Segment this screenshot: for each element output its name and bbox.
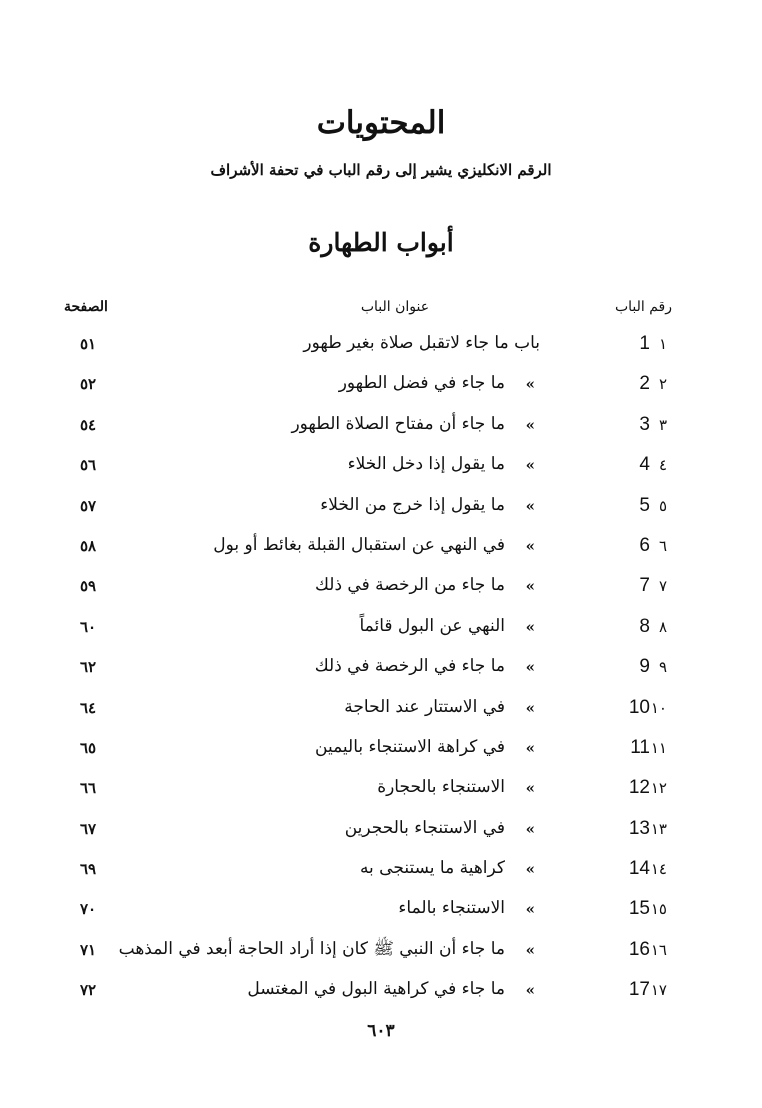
ditto-mark: « [525,698,535,717]
chapter-number-latin: 17 [628,979,650,1001]
chapter-title: في الاستنجاء بالحجرين [344,817,505,838]
chapter-title: كراهية ما يستنجى به [359,858,505,879]
ditto-mark: « [525,496,535,515]
page-number: ٦٤ [80,698,97,717]
chapter-number-arabic: ٣ [658,415,667,434]
chapter-number-latin: 9 [639,656,650,678]
header-chapter-title: عنوان الباب [360,299,430,315]
list-item [0,445,762,485]
ditto-mark: « [525,415,535,434]
page-title: المحتويات [316,105,446,141]
chapter-number-latin: 10 [628,696,650,718]
section-title: أبواب الطهارة [308,228,454,257]
ditto-mark: « [525,981,535,1000]
chapter-number-arabic: ١ [658,335,667,353]
ditto-mark: « [525,900,535,919]
list-item [0,566,762,606]
page-subtitle: الرقم الانكليزي يشير إلى رقم الباب في تحفة الأشراف [210,161,552,179]
page-number: ٦٧ [80,819,97,838]
chapter-number-latin: 12 [628,777,650,799]
page-number: ٥٩ [80,577,97,596]
list-item [0,930,762,970]
chapter-title: في النهي عن استقبال القبلة بغائط أو بول [213,534,505,555]
list-item [0,849,762,889]
page-number: ٥٦ [80,456,97,475]
chapter-title: ما جاء في الرخصة في ذلك [314,656,505,677]
chapter-number-arabic: ٧ [658,577,667,596]
chapter-number-arabic: ٢ [658,375,667,394]
chapter-title: في الاستتار عند الحاجة [344,696,505,717]
chapter-number-arabic: ٤ [658,456,667,475]
chapter-number-latin: 14 [628,858,650,880]
chapter-number-latin: 4 [639,454,650,476]
chapter-number-arabic: ١٢ [650,779,667,798]
page-number: ٥٧ [80,496,97,515]
list-item [0,607,762,647]
chapter-number-arabic: ٨ [658,617,667,636]
list-item [0,405,762,445]
chapter-number-latin: 5 [639,494,650,516]
chapter-title: الاستنجاء بالحجارة [377,777,505,798]
page-number: ٥٢ [80,375,97,394]
ditto-mark: « [525,456,535,475]
ditto-mark: « [525,779,535,798]
footer-page-number: ٦٠٣ [367,1021,395,1041]
page-number: ٥١ [80,335,97,353]
chapter-title: النهي عن البول قائماً [359,615,505,636]
chapter-number-latin: 15 [628,898,650,920]
page-number: ٦٦ [80,779,97,798]
page-number: ٧٢ [80,981,97,1000]
chapter-title: ما يقول إذا خرج من الخلاء [320,494,505,515]
page-number: ٦٥ [80,738,97,757]
ditto-mark: « [525,940,535,959]
chapter-number-latin: 6 [639,534,650,556]
list-item [0,809,762,849]
page-number: ٦٠ [80,617,97,636]
chapter-number-arabic: ٩ [658,658,667,677]
list-item [0,364,762,404]
list-item [0,688,762,728]
list-item [0,768,762,808]
ditto-mark: « [525,819,535,838]
ditto-mark: « [525,658,535,677]
page-number: ٧٠ [80,900,97,919]
chapter-title: ما جاء في فضل الطهور [338,373,505,394]
chapter-number-arabic: ١٣ [650,819,667,838]
chapter-number-arabic: ٦ [658,536,667,555]
chapter-title: ما جاء من الرخصة في ذلك [314,575,505,596]
chapter-number-arabic: ١٦ [650,940,667,959]
chapter-number-latin: 16 [628,938,650,960]
page-number: ٧١ [80,940,97,959]
list-item [0,647,762,687]
chapter-title: ما جاء في كراهية البول في المغتسل [247,979,505,1000]
list-item [0,486,762,526]
list-item [0,970,762,1010]
ditto-mark: « [525,738,535,757]
page-number: ٥٨ [80,536,97,555]
header-chapter-number: رقم الباب [614,299,672,315]
ditto-mark: « [525,577,535,596]
chapter-number-arabic: ١٥ [650,900,667,919]
ditto-mark: « [525,617,535,636]
chapter-number-latin: 8 [639,615,650,637]
contents-list [0,324,762,1011]
page-number: ٦٩ [80,860,97,879]
list-item [0,889,762,929]
header-page: الصفحة [64,299,108,315]
chapter-number-latin: 11 [630,736,650,758]
ditto-mark: « [525,860,535,879]
chapter-title: ما جاء أن النبي ﷺ كان إذا أراد الحاجة أبعد في المذهب [118,938,505,959]
ditto-mark: « [525,536,535,555]
ditto-mark: « [525,375,535,394]
page-number: ٥٤ [80,415,97,434]
chapter-number-latin: 13 [628,817,650,839]
chapter-title: ما جاء أن مفتاح الصلاة الطهور [291,413,505,434]
page-number: ٦٢ [80,658,97,677]
list-item [0,324,762,364]
list-item [0,526,762,566]
chapter-title: في كراهة الاستنجاء باليمين [315,736,505,757]
chapter-number-arabic: ١١ [650,738,667,757]
chapter-number-latin: 2 [639,373,650,395]
chapter-number-latin: 3 [639,413,650,435]
chapter-number-latin: 1 [639,333,650,354]
chapter-number-arabic: ١٠ [650,698,667,717]
chapter-title: الاستنجاء بالماء [398,898,505,919]
chapter-number-arabic: ٥ [658,496,667,515]
chapter-title: ما يقول إذا دخل الخلاء [347,454,505,475]
list-item [0,728,762,768]
chapter-number-latin: 7 [639,575,650,597]
chapter-title: باب ما جاء لاتقبل صلاة بغير طهور [303,333,540,353]
chapter-number-arabic: ١٤ [650,860,667,879]
chapter-number-arabic: ١٧ [650,981,667,1000]
